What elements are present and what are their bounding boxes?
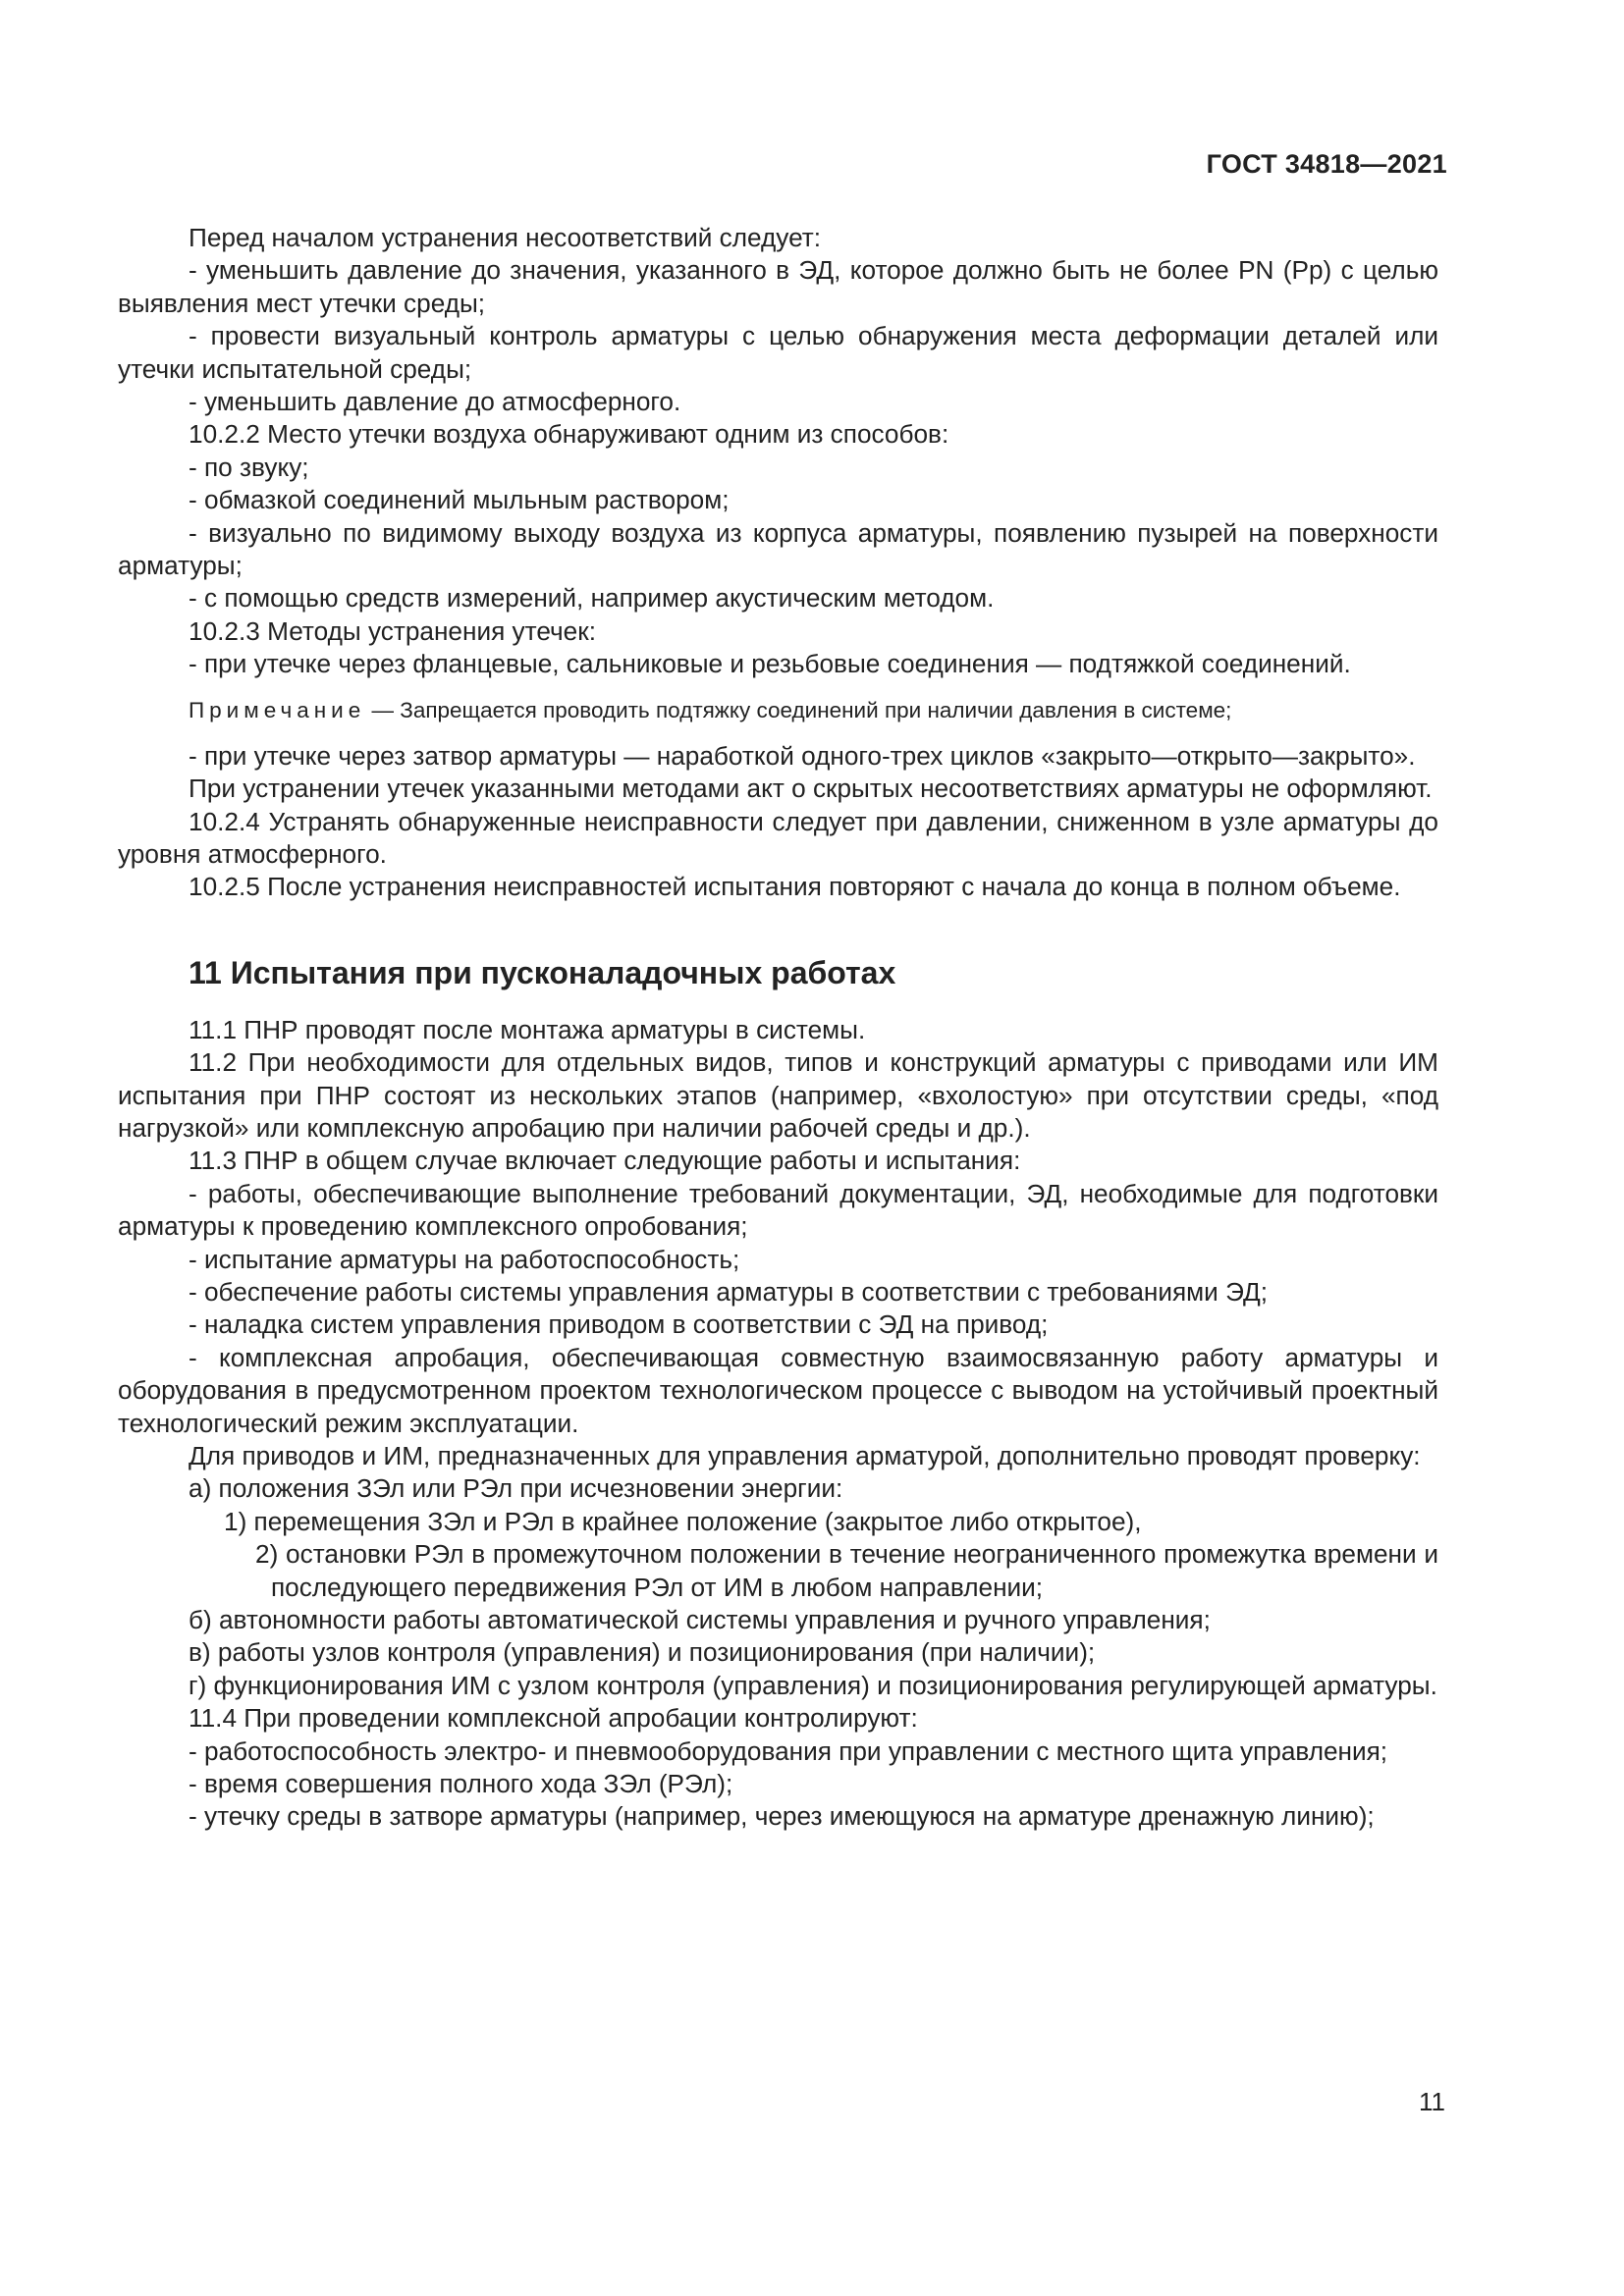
paragraph: - обеспечение работы системы управления арматуры в соответствии с требованиями ЭД; (189, 1276, 1269, 1307)
page-number: 11 (1419, 2087, 1445, 2116)
note-label: Примечание (189, 697, 366, 722)
section-10-2-continued (118, 740, 1438, 904)
paragraph: 11.1 ПНР проводят после монтажа арматуры в системы. (189, 1014, 866, 1044)
section-11-text (118, 1014, 1438, 1834)
paragraph: 11.4 При проведении комплексной апробации контролируют: (189, 1703, 918, 1734)
paragraph: 10.2.3 Методы устранения утечек: (189, 615, 596, 646)
section-heading: 11 Испытания при пусконаладочных работах (189, 954, 896, 990)
section-10-2-text (118, 222, 1438, 681)
note-text: — Запрещается проводить подтяжку соединений при наличии давления в системе; (365, 697, 1232, 722)
paragraph: - визуально по видимому выходу воздуха из корпуса арматуры, появлению пузырей на поверхности арматуры; (118, 517, 1438, 581)
paragraph: - комплексная апробация, обеспечивающая совместную взаимосвязанную работу арматуры и оборудования в предусмотренном проектом технологическом процессе с выводом на устойчивый проектный технологический режим эксплуатации. (118, 1342, 1438, 1438)
paragraph: 11.3 ПНР в общем случае включает следующие работы и испытания: (189, 1146, 1021, 1176)
paragraph: - обмазкой соединений мыльным раствором; (189, 485, 730, 515)
paragraph: Для приводов и ИМ, предназначенных для управления арматурой, дополнительно проводят проверку: (189, 1441, 1421, 1470)
paragraph: - работоспособность электро- и пневмооборудования при управлении с местного щита управления; (189, 1735, 1388, 1766)
paragraph: 10.2.5 После устранения неисправностей испытания повторяют с начала до конца в полном объеме. (189, 872, 1401, 902)
paragraph: - провести визуальный контроль арматуры с целью обнаружения места деформации деталей или утечки испытательной среды; (118, 321, 1438, 384)
paragraph: 10.2.2 Место утечки воздуха обнаруживают одним из способов: (189, 419, 949, 450)
paragraph: - испытание арматуры на работоспособность; (189, 1244, 740, 1274)
paragraph: При устранении утечек указанными методами акт о скрытых несоответствиях арматуры не оформляют. (189, 774, 1433, 804)
paragraph: - при утечке через фланцевые, сальниковые и резьбовые соединения — подтяжкой соединений. (189, 649, 1351, 679)
paragraph: - с помощью средств измерений, например акустическим методом. (189, 583, 995, 614)
paragraph: в) работы узлов контроля (управления) и позиционирования (при наличии); (189, 1637, 1096, 1668)
paragraph: - уменьшить давление до атмосферного. (189, 387, 681, 417)
paragraph: 10.2.4 Устранять обнаруженные неисправности следует при давлении, сниженном в узле арматуры до уровня атмосферного. (118, 806, 1438, 869)
page-content (118, 222, 1438, 1834)
paragraph: - время совершения полного хода ЗЭл (РЭл); (189, 1769, 733, 1799)
paragraph: 1) перемещения ЗЭл и РЭл в крайнее положение (закрытое либо открытое), (224, 1506, 1142, 1536)
paragraph: - работы, обеспечивающие выполнение требований документации, ЭД, необходимые для подготовки арматуры к проведению комплексного опробования; (118, 1178, 1438, 1242)
paragraph: - по звуку; (189, 452, 309, 482)
paragraph: 2) остановки РЭл в промежуточном положении в течение неограниченного промежутка времени и последующего передвижения РЭл от ИМ в любом направлении; (255, 1539, 1438, 1602)
note (118, 696, 1438, 725)
standard-header: ГОСТ 34818—2021 (1206, 149, 1447, 179)
paragraph: - утечку среды в затворе арматуры (например, через имеющуюся на арматуре дренажную линию); (189, 1801, 1375, 1832)
paragraph: Перед началом устранения несоответствий следует: (189, 223, 822, 252)
paragraph: б) автономности работы автоматической системы управления и ручного управления; (189, 1605, 1211, 1635)
paragraph: - уменьшить давление до значения, указанного в ЭД, которое должно быть не более PN (Pр) с целью выявления мест утечки среды; (118, 255, 1438, 318)
paragraph: - наладка систем управления приводом в соответствии с ЭД на привод; (189, 1309, 1049, 1340)
paragraph: а) положения ЗЭл или РЭл при исчезновении энергии: (189, 1473, 843, 1504)
paragraph: 11.2 При необходимости для отдельных видов, типов и конструкций арматуры с приводами или ИМ испытания при ПНР состоят из нескольких этапов (например, «вхолостую» при отсутствии среды, «под нагрузкой» или комплексную апробацию при наличии рабочей среды и др.). (118, 1047, 1438, 1143)
paragraph: - при утечке через затвор арматуры — наработкой одного-трех циклов «закрыто—открыто—закрыто». (189, 740, 1416, 771)
paragraph: г) функционирования ИМ с узлом контроля (управления) и позиционирования регулирующей арматуры. (189, 1670, 1437, 1700)
